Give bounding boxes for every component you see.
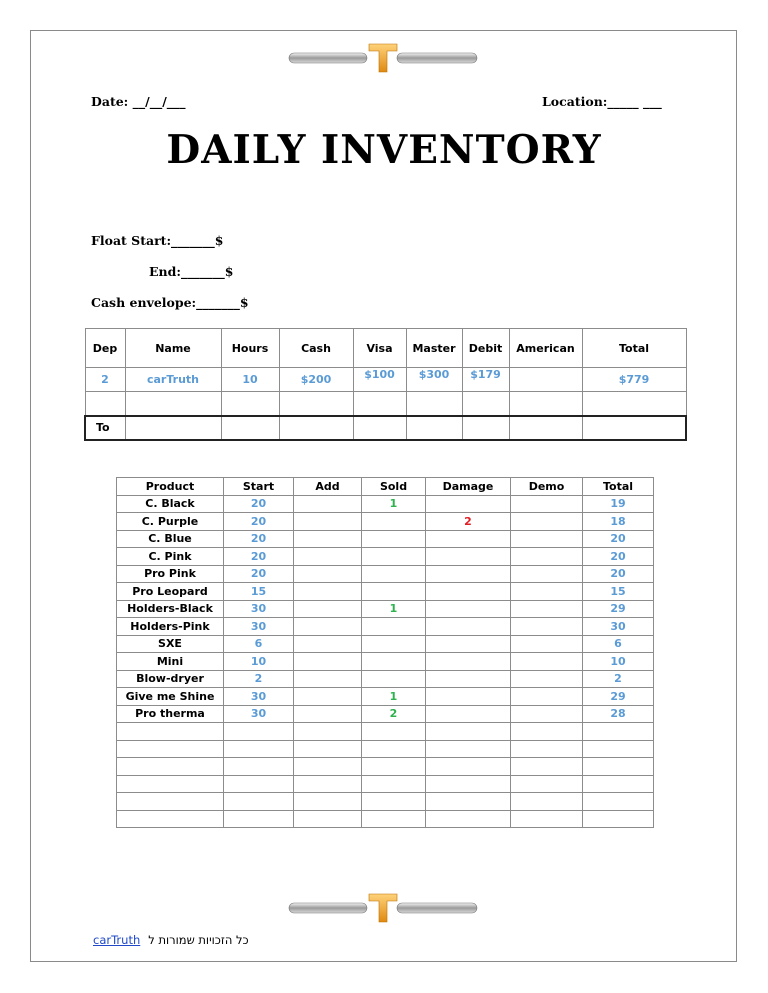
table-cell[interactable] (362, 758, 426, 776)
table-cell[interactable] (362, 548, 426, 566)
rights-reserved-text: כל הזכויות שמורות ל (148, 933, 249, 947)
table-cell[interactable] (221, 416, 279, 440)
table-cell[interactable] (362, 583, 426, 601)
table-cell[interactable] (294, 548, 362, 566)
product-name-cell: Mini (117, 653, 224, 671)
page-title: DAILY INVENTORY (166, 127, 602, 173)
table-cell[interactable] (294, 618, 362, 636)
table-cell[interactable] (426, 793, 511, 811)
table-cell[interactable] (511, 740, 583, 758)
table-cell[interactable] (294, 758, 362, 776)
table-cell[interactable] (362, 618, 426, 636)
column-header: American (509, 329, 582, 368)
table-cell[interactable]: 2 (583, 670, 654, 688)
table-cell[interactable] (426, 688, 511, 706)
to-label: To (85, 416, 125, 440)
table-cell[interactable]: 10 (583, 653, 654, 671)
product-name-cell: C. Black (117, 495, 224, 513)
table-cell[interactable] (583, 723, 654, 741)
table-cell[interactable]: 1 (362, 600, 426, 618)
table-row (117, 548, 654, 566)
table-cell[interactable]: 20 (224, 548, 294, 566)
table-cell[interactable]: 20 (583, 530, 654, 548)
table-cell[interactable]: 2 (426, 513, 511, 531)
table-cell[interactable] (294, 775, 362, 793)
table-cell[interactable] (294, 740, 362, 758)
table-cell[interactable] (279, 416, 353, 440)
deposit-table (84, 328, 687, 441)
table-cell[interactable]: 18 (583, 513, 654, 531)
column-header: Debit (462, 329, 509, 368)
table-cell[interactable] (406, 392, 462, 416)
table-row (117, 793, 654, 811)
table-cell[interactable] (294, 705, 362, 723)
table-cell[interactable]: 29 (583, 688, 654, 706)
table-cell[interactable] (294, 688, 362, 706)
table-cell[interactable] (294, 530, 362, 548)
column-header: Product (117, 478, 224, 496)
table-cell[interactable] (511, 583, 583, 601)
table-cell[interactable] (294, 583, 362, 601)
table-cell[interactable] (511, 513, 583, 531)
table-cell[interactable] (426, 618, 511, 636)
table-row (117, 530, 654, 548)
table-cell[interactable]: $779 (582, 368, 686, 392)
table-cell[interactable] (362, 513, 426, 531)
table-cell[interactable] (362, 723, 426, 741)
product-name-cell: C. Pink (117, 548, 224, 566)
column-header: Add (294, 478, 362, 496)
table-cell[interactable]: 28 (583, 705, 654, 723)
product-name-cell: Pro Pink (117, 565, 224, 583)
table-cell[interactable]: 10 (224, 653, 294, 671)
table-cell[interactable] (125, 392, 221, 416)
table-cell[interactable] (511, 670, 583, 688)
table-cell[interactable] (117, 740, 224, 758)
table-cell[interactable] (426, 565, 511, 583)
table-cell[interactable] (511, 530, 583, 548)
table-cell[interactable] (117, 793, 224, 811)
table-cell[interactable] (583, 793, 654, 811)
table-cell[interactable] (426, 653, 511, 671)
table-cell[interactable] (511, 705, 583, 723)
table-cell[interactable]: 30 (224, 618, 294, 636)
table-cell[interactable] (353, 392, 406, 416)
table-cell[interactable] (224, 723, 294, 741)
table-cell[interactable] (294, 565, 362, 583)
table-cell[interactable] (426, 810, 511, 828)
table-cell[interactable]: 1 (362, 495, 426, 513)
float-end-label: End:_______$ (149, 264, 234, 279)
table-cell[interactable] (426, 530, 511, 548)
table-cell[interactable]: carTruth (125, 368, 221, 392)
table-cell[interactable] (294, 635, 362, 653)
table-row (117, 740, 654, 758)
location-field-label: Location:_____ ___ (542, 94, 662, 109)
product-name-cell: C. Blue (117, 530, 224, 548)
table-cell[interactable] (426, 758, 511, 776)
table-cell[interactable] (362, 670, 426, 688)
column-header: Hours (221, 329, 279, 368)
table-cell[interactable]: $300 (406, 368, 462, 392)
table-cell[interactable] (362, 565, 426, 583)
table-cell[interactable] (224, 775, 294, 793)
table-cell[interactable]: 20 (224, 495, 294, 513)
footer-copyright (93, 933, 249, 947)
table-cell[interactable]: 2 (224, 670, 294, 688)
table-cell[interactable]: 1 (362, 688, 426, 706)
table-cell[interactable] (509, 416, 582, 440)
table-row (117, 513, 654, 531)
product-name-cell: Pro therma (117, 705, 224, 723)
table-cell[interactable]: 15 (583, 583, 654, 601)
table-row (117, 600, 654, 618)
table-cell[interactable] (85, 392, 125, 416)
table-cell[interactable]: 20 (224, 513, 294, 531)
table-cell[interactable]: 15 (224, 583, 294, 601)
table-cell[interactable] (406, 416, 462, 440)
table-cell[interactable] (511, 618, 583, 636)
table-cell[interactable] (511, 793, 583, 811)
cartruth-link[interactable]: carTruth (93, 933, 141, 947)
table-cell[interactable] (426, 670, 511, 688)
table-cell[interactable] (426, 723, 511, 741)
table-cell[interactable] (362, 653, 426, 671)
table-cell[interactable] (294, 810, 362, 828)
product-table (116, 477, 654, 828)
table-row (117, 653, 654, 671)
to-row (85, 416, 686, 440)
product-name-cell: SXE (117, 635, 224, 653)
product-name-cell: Give me Shine (117, 688, 224, 706)
table-cell[interactable] (426, 600, 511, 618)
table-cell[interactable] (582, 392, 686, 416)
table-cell[interactable]: 19 (583, 495, 654, 513)
table-cell[interactable] (294, 513, 362, 531)
column-header: Cash (279, 329, 353, 368)
table-cell[interactable] (426, 775, 511, 793)
table-cell[interactable]: 30 (224, 705, 294, 723)
product-name-cell: Holders-Pink (117, 618, 224, 636)
table-row (117, 635, 654, 653)
table-cell[interactable] (362, 775, 426, 793)
table-cell[interactable] (583, 758, 654, 776)
table-cell[interactable] (426, 583, 511, 601)
table-cell[interactable] (294, 600, 362, 618)
column-header: Damage (426, 478, 511, 496)
date-field-label: Date: __/__/___ (91, 94, 186, 109)
table-cell[interactable] (353, 416, 406, 440)
table-row (117, 688, 654, 706)
table-cell[interactable] (511, 688, 583, 706)
table-cell[interactable] (462, 392, 509, 416)
table-cell[interactable]: 30 (583, 618, 654, 636)
table-cell[interactable] (117, 723, 224, 741)
table-cell[interactable] (362, 530, 426, 548)
table-cell[interactable] (426, 705, 511, 723)
product-name-cell: Pro Leopard (117, 583, 224, 601)
table-cell[interactable] (583, 775, 654, 793)
table-cell[interactable]: 2 (362, 705, 426, 723)
table-cell[interactable]: 20 (583, 548, 654, 566)
cash-envelope-label: Cash envelope:_______$ (91, 295, 249, 310)
table-cell[interactable]: $179 (462, 368, 509, 392)
table-cell[interactable] (511, 775, 583, 793)
table-cell[interactable] (362, 810, 426, 828)
table-cell[interactable]: 30 (224, 600, 294, 618)
table-cell[interactable] (583, 810, 654, 828)
product-header-row (117, 478, 654, 496)
cartruth-logo-footer (285, 893, 481, 923)
column-header: Total (582, 329, 686, 368)
table-cell[interactable]: 10 (221, 368, 279, 392)
table-cell[interactable] (511, 635, 583, 653)
table-cell[interactable]: 30 (224, 688, 294, 706)
table-cell[interactable] (224, 810, 294, 828)
column-header: Dep (85, 329, 125, 368)
table-row (117, 810, 654, 828)
table-cell[interactable]: 20 (583, 565, 654, 583)
table-row (117, 495, 654, 513)
cartruth-logo (285, 43, 481, 73)
table-cell[interactable]: 2 (85, 368, 125, 392)
table-cell[interactable] (511, 548, 583, 566)
table-cell[interactable]: 29 (583, 600, 654, 618)
table-cell[interactable] (511, 758, 583, 776)
table-cell[interactable] (426, 495, 511, 513)
table-row (117, 670, 654, 688)
table-cell[interactable] (362, 793, 426, 811)
table-row (117, 758, 654, 776)
table-cell[interactable] (294, 495, 362, 513)
table-cell[interactable] (426, 635, 511, 653)
table-row (117, 775, 654, 793)
table-cell[interactable] (462, 416, 509, 440)
table-cell[interactable] (511, 810, 583, 828)
table-row (85, 368, 686, 392)
table-cell[interactable] (426, 740, 511, 758)
table-row (117, 618, 654, 636)
table-cell[interactable] (509, 392, 582, 416)
table-cell[interactable]: $200 (279, 368, 353, 392)
column-header: Sold (362, 478, 426, 496)
product-name-cell: Holders-Black (117, 600, 224, 618)
column-header: Start (224, 478, 294, 496)
table-cell[interactable] (117, 758, 224, 776)
table-row (117, 583, 654, 601)
table-cell[interactable] (511, 565, 583, 583)
table-cell[interactable] (511, 495, 583, 513)
table-cell[interactable] (224, 740, 294, 758)
table-cell[interactable]: 20 (224, 530, 294, 548)
float-start-label: Float Start:_______$ (91, 233, 224, 248)
table-cell[interactable] (117, 775, 224, 793)
column-header: Name (125, 329, 221, 368)
deposit-header-row (85, 329, 686, 368)
table-cell[interactable] (294, 793, 362, 811)
table-cell[interactable]: 6 (224, 635, 294, 653)
table-cell[interactable]: 6 (583, 635, 654, 653)
table-cell[interactable] (221, 392, 279, 416)
table-cell[interactable]: $100 (353, 368, 406, 392)
column-header: Total (583, 478, 654, 496)
table-cell[interactable] (224, 758, 294, 776)
table-cell[interactable] (511, 653, 583, 671)
table-row (85, 392, 686, 416)
table-cell[interactable] (583, 740, 654, 758)
table-cell[interactable] (279, 392, 353, 416)
table-cell[interactable] (426, 548, 511, 566)
table-cell[interactable]: 20 (224, 565, 294, 583)
table-cell[interactable] (294, 670, 362, 688)
table-cell[interactable] (362, 740, 426, 758)
table-row (117, 723, 654, 741)
table-cell[interactable] (509, 368, 582, 392)
table-cell[interactable] (224, 793, 294, 811)
table-row (117, 565, 654, 583)
table-cell[interactable] (117, 810, 224, 828)
column-header: Master (406, 329, 462, 368)
product-name-cell: C. Purple (117, 513, 224, 531)
column-header: Visa (353, 329, 406, 368)
table-cell[interactable] (511, 723, 583, 741)
column-header: Demo (511, 478, 583, 496)
table-cell[interactable] (294, 723, 362, 741)
product-name-cell: Blow-dryer (117, 670, 224, 688)
table-cell[interactable] (125, 416, 221, 440)
table-cell[interactable] (582, 416, 686, 440)
table-row (117, 705, 654, 723)
table-cell[interactable] (511, 600, 583, 618)
table-cell[interactable] (294, 653, 362, 671)
table-cell[interactable] (362, 635, 426, 653)
